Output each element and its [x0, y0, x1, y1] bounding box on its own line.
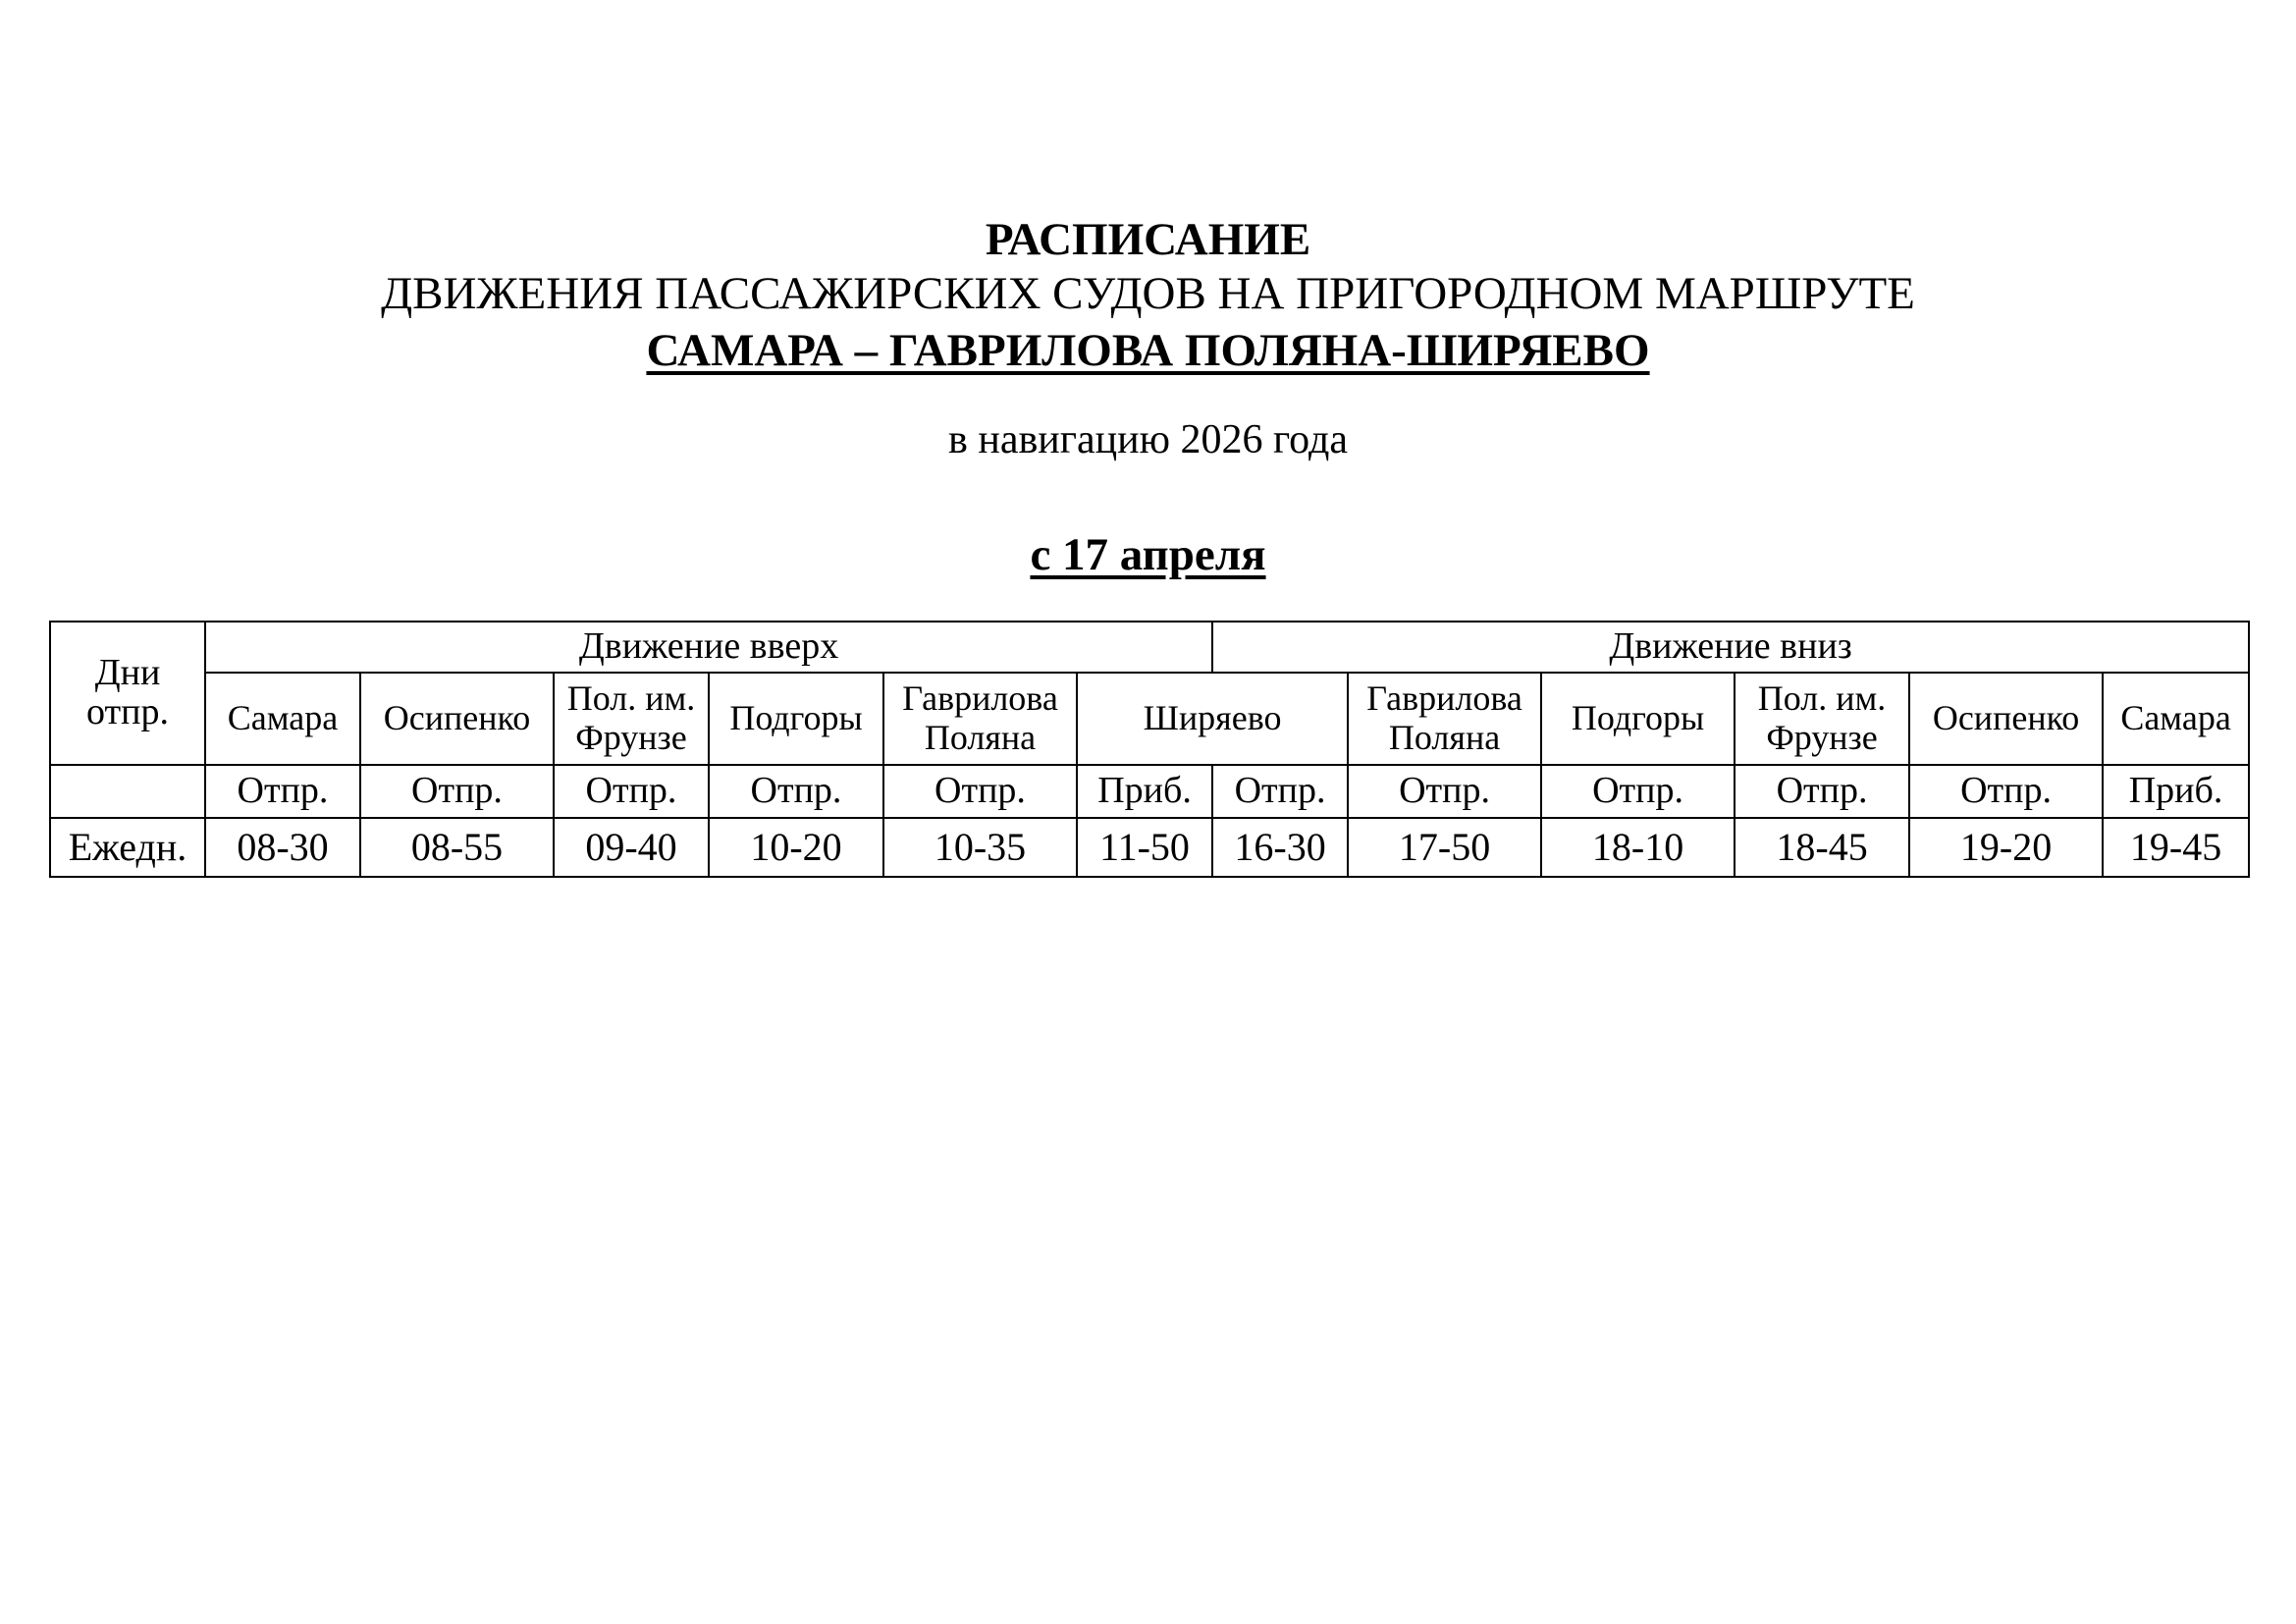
station-cell: Самара	[2103, 673, 2249, 765]
time-cell: 10-35	[883, 818, 1077, 877]
time-cell: 19-20	[1909, 818, 2103, 877]
operation-cell: Отпр.	[1348, 765, 1541, 818]
station-cell: Пол. им. Фрунзе	[1735, 673, 1909, 765]
operation-cell: Отпр.	[1212, 765, 1348, 818]
time-cell: 17-50	[1348, 818, 1541, 877]
table-row	[50, 818, 2249, 877]
operations-row	[50, 765, 2249, 818]
time-cell: 11-50	[1077, 818, 1212, 877]
operation-cell: Отпр.	[360, 765, 554, 818]
station-cell: Подгоры	[1541, 673, 1735, 765]
empty-cell	[50, 765, 205, 818]
station-cell: Ширяево	[1077, 673, 1348, 765]
station-cell: Гаврилова Поляна	[883, 673, 1077, 765]
station-cell: Подгоры	[709, 673, 883, 765]
time-cell: 18-10	[1541, 818, 1735, 877]
schedule-table	[49, 621, 2250, 878]
route-heading	[0, 325, 2296, 376]
station-cell: Пол. им. Фрунзе	[554, 673, 709, 765]
stations-row	[50, 673, 2249, 765]
time-cell: 08-55	[360, 818, 554, 877]
document-subtitle: ДВИЖЕНИЯ ПАССАЖИРСКИХ СУДОВ НА ПРИГОРОДНОМ МАРШРУТЕ	[381, 268, 1915, 319]
station-cell: Самара	[205, 673, 360, 765]
document-title: РАСПИСАНИЕ	[985, 214, 1311, 265]
operation-cell: Отпр.	[709, 765, 883, 818]
direction-header-row	[50, 622, 2249, 673]
operation-cell: Приб.	[1077, 765, 1212, 818]
time-cell: 10-20	[709, 818, 883, 877]
effective-date: с 17 апреля	[1030, 529, 1266, 580]
operation-cell: Отпр.	[1909, 765, 2103, 818]
operation-cell: Отпр.	[554, 765, 709, 818]
time-cell: 18-45	[1735, 818, 1909, 877]
direction-up-header: Движение вверх	[205, 622, 1212, 673]
time-cell: 08-30	[205, 818, 360, 877]
operation-cell: Отпр.	[883, 765, 1077, 818]
operation-cell: Приб.	[2103, 765, 2249, 818]
station-cell: Гаврилова Поляна	[1348, 673, 1541, 765]
time-cell: 09-40	[554, 818, 709, 877]
navigation-season: в навигацию 2026 года	[948, 417, 1348, 462]
effective-date-heading	[0, 529, 2296, 580]
time-cell: 19-45	[2103, 818, 2249, 877]
direction-down-header: Движение вниз	[1212, 622, 2249, 673]
days-header-line1: Дни	[94, 652, 161, 694]
days-header-cell	[50, 622, 205, 765]
route-name: САМАРА – ГАВРИЛОВА ПОЛЯНА-ШИРЯЕВО	[646, 325, 1650, 376]
station-cell: Осипенко	[360, 673, 554, 765]
operation-cell: Отпр.	[205, 765, 360, 818]
days-cell: Ежедн.	[50, 818, 205, 877]
operation-cell: Отпр.	[1735, 765, 1909, 818]
time-cell: 16-30	[1212, 818, 1348, 877]
station-cell: Осипенко	[1909, 673, 2103, 765]
operation-cell: Отпр.	[1541, 765, 1735, 818]
days-header-line2: отпр.	[86, 691, 169, 732]
